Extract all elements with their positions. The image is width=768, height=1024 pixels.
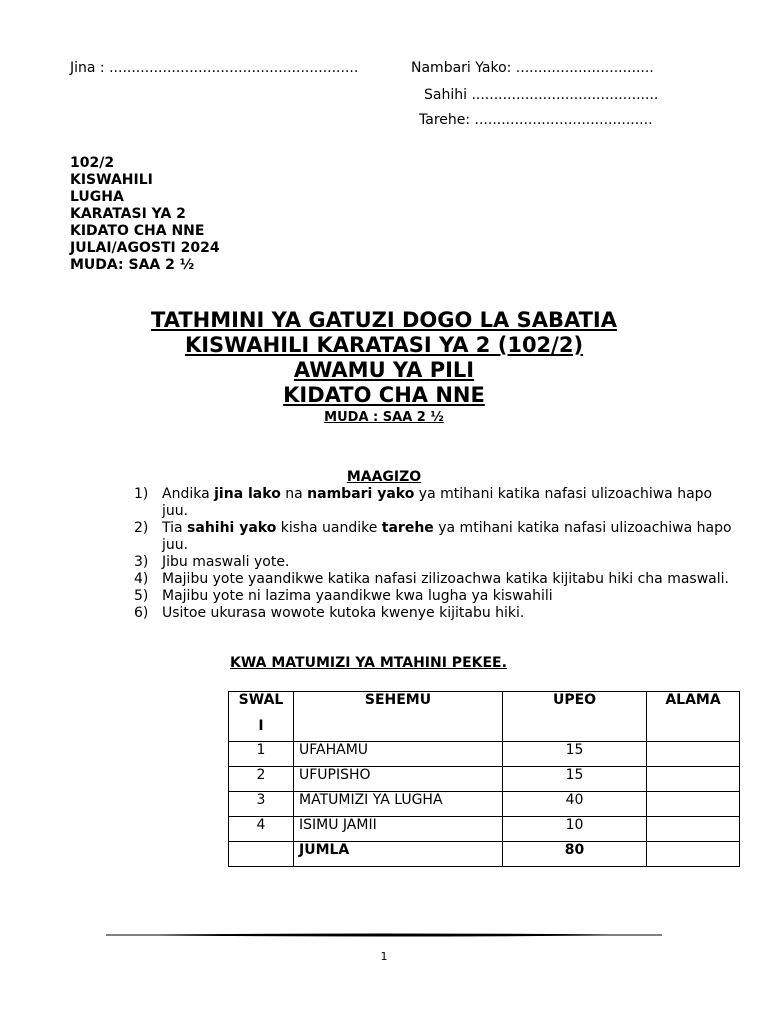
table-row: 3 MATUMIZI YA LUGHA 40: [229, 792, 740, 817]
title-line-4: KIDATO CHA NNE: [283, 383, 485, 407]
list-item: 5) Majibu yote ni lazima yaandikwe kwa lugha ya kiswahili: [134, 588, 553, 604]
table-row: 2 UFUPISHO 15: [229, 767, 740, 792]
col-alama: ALAMA: [647, 692, 740, 742]
list-item: 2) Tia sahihi yako kisha uandike tarehe ya mtihani katika nafasi ulizoachiwa hapo juu.: [134, 520, 732, 553]
col-sehemu: SEHEMU: [294, 692, 503, 742]
title-line-2: KISWAHILI KARATASI YA 2 (102/2): [184, 333, 584, 357]
paper-number: KARATASI YA 2: [70, 206, 186, 222]
paper-type: LUGHA: [70, 189, 124, 205]
paper-time: MUDA: SAA 2 ½: [70, 257, 195, 273]
table-row: 1 UFAHAMU 15: [229, 742, 740, 767]
nambari-field: Nambari Yako: ...............................: [411, 60, 654, 76]
list-item: 4) Majibu yote yaandikwe katika nafasi zilizoachwa katika kijitabu hiki cha maswali.: [134, 571, 729, 587]
alama-cell: [647, 767, 740, 792]
tarehe-field: Tarehe: ........................................: [419, 112, 653, 128]
title-line-3: AWAMU YA PILI: [293, 358, 475, 382]
title-line-1: TATHMINI YA GATUZI DOGO LA SABATIA: [151, 308, 617, 332]
table-total-row: JUMLA 80: [229, 842, 740, 867]
paper-subject: KISWAHILI: [70, 172, 153, 188]
instructions-heading: MAAGIZO: [346, 469, 422, 485]
alama-cell: [647, 817, 740, 842]
alama-cell: [647, 842, 740, 867]
instructions-list: [134, 486, 734, 622]
sahihi-field: Sahihi ..........................................: [424, 87, 659, 103]
table-header-row: [229, 692, 740, 742]
paper-form: KIDATO CHA NNE: [70, 223, 205, 239]
paper-date: JULAI/AGOSTI 2024: [70, 240, 220, 256]
marks-table: [228, 691, 740, 867]
table-row: 4 ISIMU JAMII 10: [229, 817, 740, 842]
col-swali: SWAL I: [229, 692, 294, 742]
page-number: 1: [380, 950, 388, 963]
list-item: 1) Andika jina lako na nambari yako ya mtihani katika nafasi ulizoachiwa hapo juu.: [134, 486, 713, 519]
list-item: 6) Usitoe ukurasa wowote kutoka kwenye kijitabu hiki.: [134, 605, 525, 621]
paper-code: 102/2: [70, 155, 115, 171]
examiner-heading: KWA MATUMIZI YA MTAHINI PEKEE.: [230, 655, 507, 671]
jina-field: Jina : ........................................................: [70, 60, 359, 76]
paper-meta: [70, 155, 220, 274]
col-upeo: UPEO: [503, 692, 647, 742]
title-duration: MUDA : SAA 2 ½: [324, 410, 444, 425]
alama-cell: [647, 792, 740, 817]
list-item: 3) Jibu maswali yote.: [134, 554, 290, 570]
footer-divider: [106, 933, 662, 937]
alama-cell: [647, 742, 740, 767]
